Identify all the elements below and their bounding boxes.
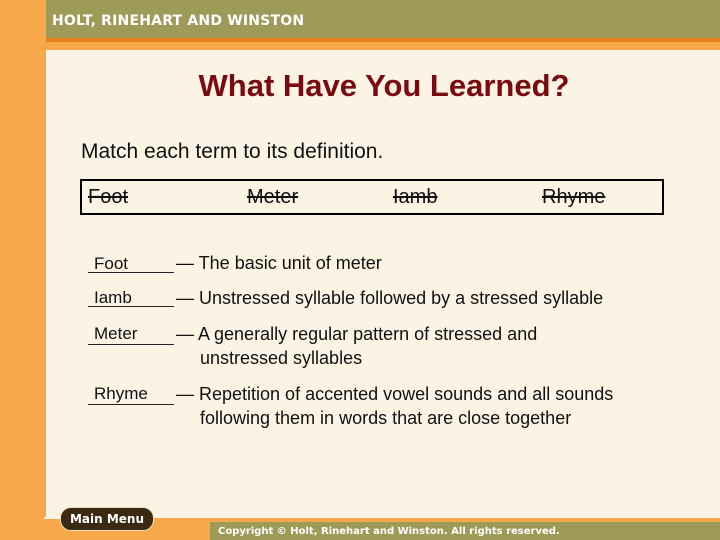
definition-4 <box>176 382 613 430</box>
definition-1 <box>176 251 382 275</box>
header-divider <box>46 38 720 42</box>
definition-3-line-1: — A generally regular pattern of stressed and <box>176 324 538 344</box>
term-bank-meter: Meter <box>247 186 299 208</box>
definition-2-line-1: — Unstressed syllable followed by a stressed syllable <box>176 288 604 308</box>
definition-4-line-1: — Repetition of accented vowel sounds and all sounds <box>176 384 614 404</box>
slide-content-panel <box>46 50 720 518</box>
main-menu-button[interactable]: Main Menu <box>60 507 154 531</box>
page-title: What Have You Learned? <box>198 68 570 103</box>
answer-blank-4 <box>88 404 174 405</box>
term-bank-rhyme: Rhyme <box>542 186 606 208</box>
definition-2 <box>176 286 603 310</box>
answer-1: Foot <box>94 254 129 273</box>
copyright-text: Copyright © Holt, Rinehart and Winston. All rights reserved. <box>218 526 560 537</box>
definition-3-line-2: unstressed syllables <box>200 348 363 368</box>
answer-blank-3 <box>88 344 174 345</box>
term-bank-iamb: Iamb <box>393 186 438 208</box>
answer-3: Meter <box>94 324 138 343</box>
definition-3 <box>176 322 537 370</box>
instructions-text: Match each term to its definition. <box>81 140 384 163</box>
definition-4-line-2: following them in words that are close together <box>200 408 572 428</box>
definition-1-line-1: — The basic unit of meter <box>176 253 382 273</box>
answer-2: Iamb <box>94 288 132 307</box>
answer-blank-1 <box>88 272 174 273</box>
publisher-logo-text: HOLT, RINEHART AND WINSTON <box>52 13 305 29</box>
answer-4: Rhyme <box>94 384 148 403</box>
main-menu-connector <box>44 517 60 519</box>
answer-blank-2 <box>88 306 174 307</box>
term-bank-foot: Foot <box>88 186 129 208</box>
